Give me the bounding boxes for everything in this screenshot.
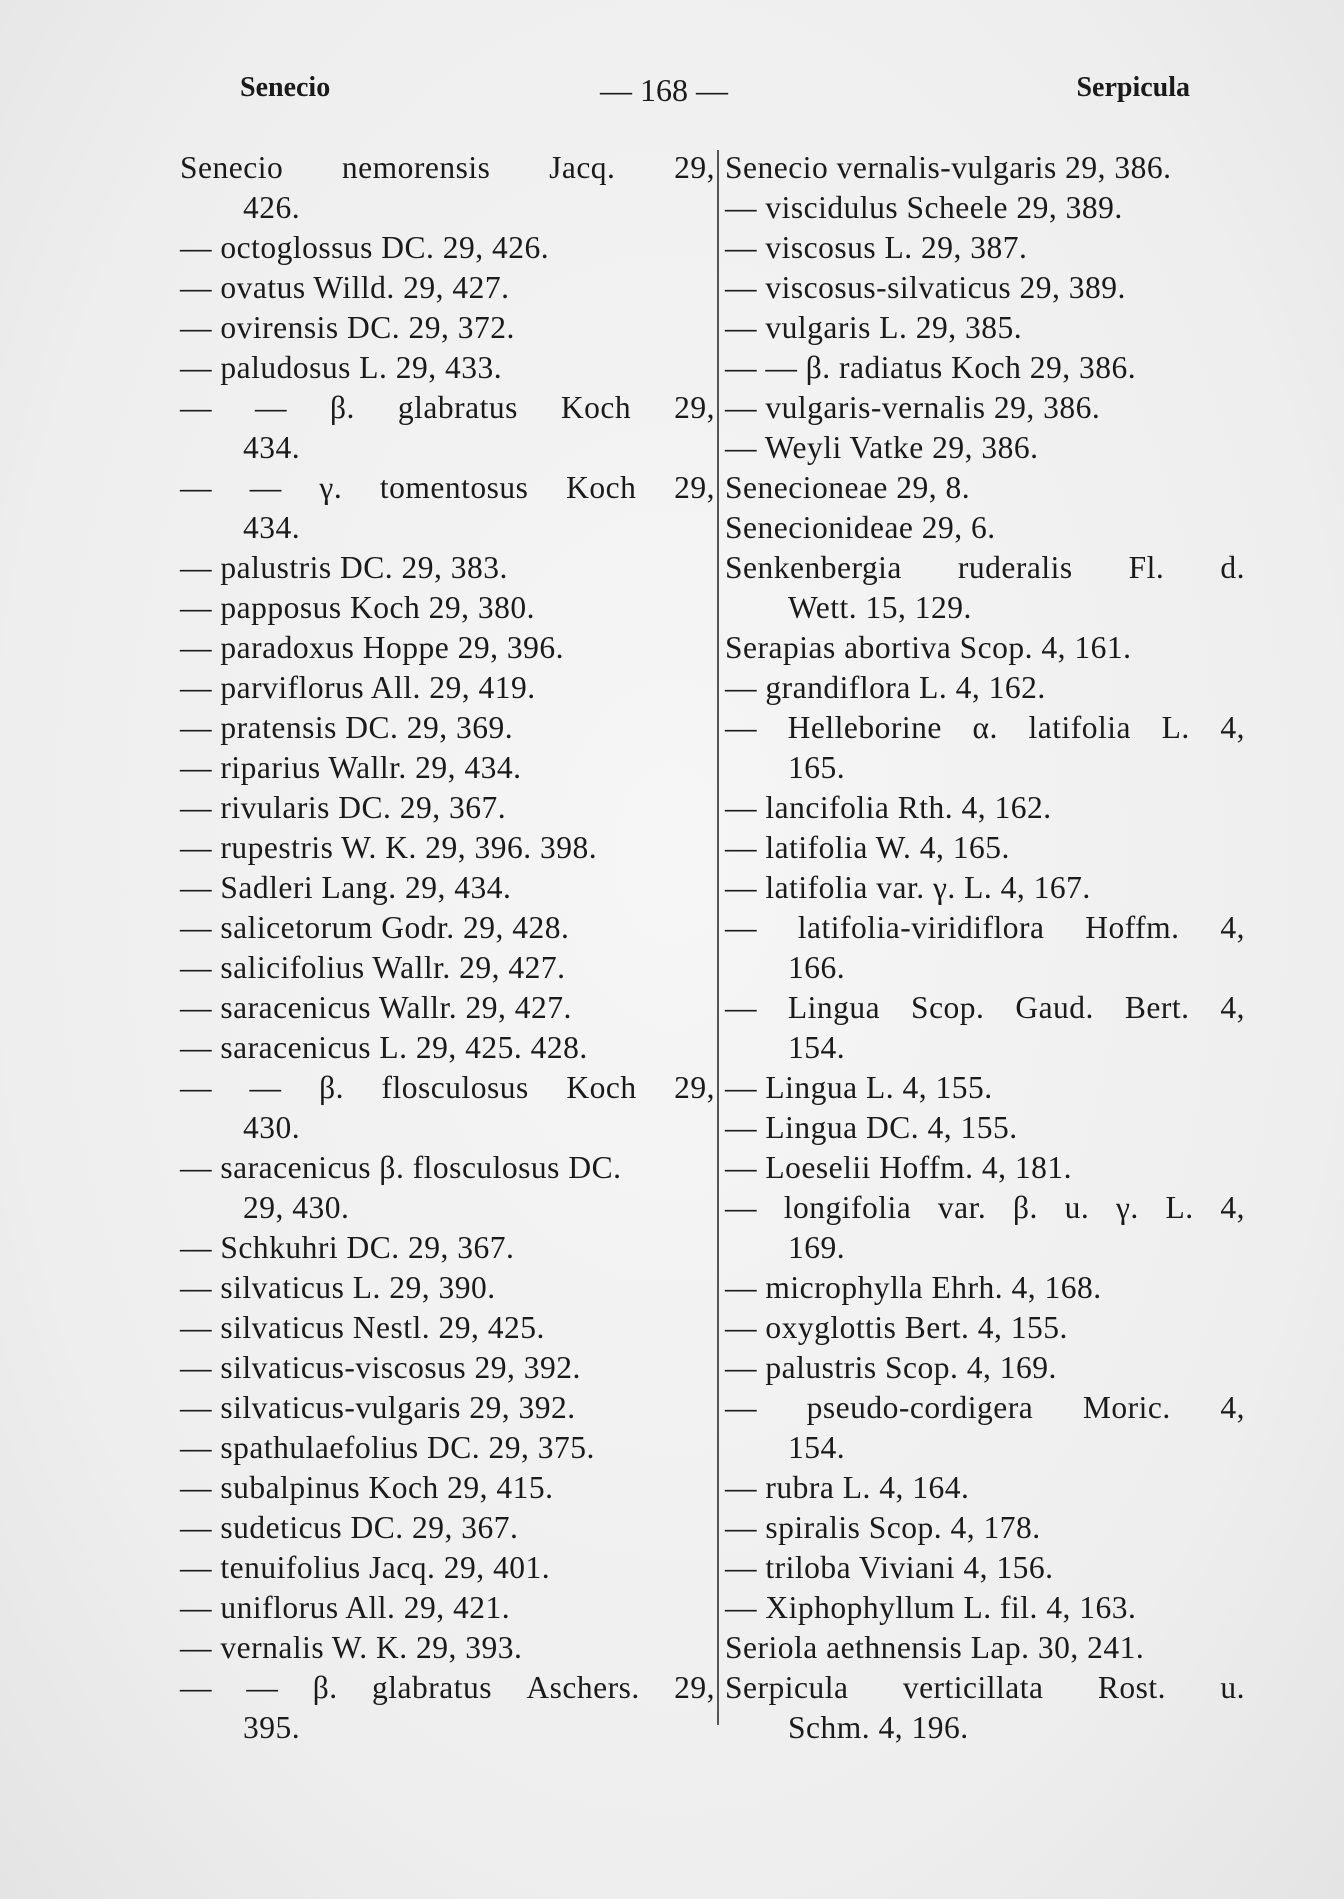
index-entry-line: — vernalis W. K. 29, 393. <box>180 1630 523 1665</box>
index-entry-line: — Lingua Scop. Gaud. Bert. 4, <box>725 990 1245 1025</box>
index-entry-line: — salicetorum Godr. 29, 428. <box>180 910 570 945</box>
index-entry-line: 29, 430. <box>243 1190 350 1225</box>
index-entry-line: 434. <box>243 510 301 545</box>
index-entry-line: — saracenicus β. flosculosus DC. <box>180 1150 622 1185</box>
index-entry-line: — viscidulus Scheele 29, 389. <box>725 190 1123 225</box>
header-right-keyword: Serpicula <box>1076 72 1190 103</box>
index-entry-line: — palustris Scop. 4, 169. <box>725 1350 1057 1385</box>
index-entry-line: — silvaticus-vulgaris 29, 392. <box>180 1390 576 1425</box>
column-divider <box>717 150 719 1725</box>
index-entry-line: — salicifolius Wallr. 29, 427. <box>180 950 566 985</box>
index-entry-line: — saracenicus L. 29, 425. 428. <box>180 1030 588 1065</box>
index-entry-line: — Xiphophyllum L. fil. 4, 163. <box>725 1590 1137 1625</box>
index-entry-line: — vulgaris L. 29, 385. <box>725 310 1023 345</box>
index-entry-line: — — β. glabratus Aschers. 29, <box>180 1670 715 1705</box>
index-entry-line: — rubra L. 4, 164. <box>725 1470 970 1505</box>
index-entry-line: — silvaticus-viscosus 29, 392. <box>180 1350 581 1385</box>
index-entry-line: — Schkuhri DC. 29, 367. <box>180 1230 515 1265</box>
index-entry-line: 154. <box>788 1030 846 1065</box>
index-entry-line: Senecio vernalis-vulgaris 29, 386. <box>725 150 1172 185</box>
index-entry-line: — papposus Koch 29, 380. <box>180 590 535 625</box>
index-entry-line: — octoglossus DC. 29, 426. <box>180 230 550 265</box>
index-entry-line: 154. <box>788 1430 846 1465</box>
index-entry-line: Senecioneae 29, 8. <box>725 470 971 505</box>
index-entry-line: — tenuifolius Jacq. 29, 401. <box>180 1550 551 1585</box>
index-entry-line: 430. <box>243 1110 301 1145</box>
index-column-right <box>725 148 1245 1748</box>
index-entry-line: — paludosus L. 29, 433. <box>180 350 503 385</box>
index-entry-line: — — β. glabratus Koch 29, <box>180 390 715 425</box>
index-entry-line: — Sadleri Lang. 29, 434. <box>180 870 512 905</box>
index-entry-line: Serapias abortiva Scop. 4, 161. <box>725 630 1132 665</box>
index-entry-line: — viscosus-silvaticus 29, 389. <box>725 270 1126 305</box>
index-entry-line: Serpicula verticillata Rost. u. <box>725 1670 1245 1705</box>
index-entry-line: — pratensis DC. 29, 369. <box>180 710 514 745</box>
index-entry-line: — saracenicus Wallr. 29, 427. <box>180 990 572 1025</box>
index-entry-line: — pseudo-cordigera Moric. 4, <box>725 1390 1245 1425</box>
index-entry-line: — silvaticus Nestl. 29, 425. <box>180 1310 545 1345</box>
index-column-left <box>180 148 715 1748</box>
index-entry-line: — latifolia var. γ. L. 4, 167. <box>725 870 1091 905</box>
index-entry-line: — Helleborine α. latifolia L. 4, <box>725 710 1245 745</box>
index-entry-line: — latifolia W. 4, 165. <box>725 830 1010 865</box>
index-entry-line: — subalpinus Koch 29, 415. <box>180 1470 554 1505</box>
index-entry-line: 395. <box>243 1710 301 1745</box>
index-entry-line: 166. <box>788 950 846 985</box>
index-entry-line: — latifolia-viridiflora Hoffm. 4, <box>725 910 1245 945</box>
index-entry-line: Senecio nemorensis Jacq. 29, <box>180 150 715 185</box>
index-entry-line: Schm. 4, 196. <box>788 1710 969 1745</box>
index-entry-line: — sudeticus DC. 29, 367. <box>180 1510 519 1545</box>
index-entry-line: — ovatus Willd. 29, 427. <box>180 270 510 305</box>
index-entry-line: Senkenbergia ruderalis Fl. d. <box>725 550 1245 585</box>
index-entry-line: — vulgaris-vernalis 29, 386. <box>725 390 1101 425</box>
index-entry-line: — spathulaefolius DC. 29, 375. <box>180 1430 595 1465</box>
index-entry-line: — Lingua DC. 4, 155. <box>725 1110 1018 1145</box>
index-entry-line: — paradoxus Hoppe 29, 396. <box>180 630 564 665</box>
index-entry-line: — rivularis DC. 29, 367. <box>180 790 507 825</box>
index-entry-line: — grandiflora L. 4, 162. <box>725 670 1046 705</box>
index-entry-line: — rupestris W. K. 29, 396. 398. <box>180 830 598 865</box>
index-entry-line: — — γ. tomentosus Koch 29, <box>180 470 715 505</box>
index-entry-line: 169. <box>788 1230 846 1265</box>
index-entry-line: — Lingua L. 4, 155. <box>725 1070 993 1105</box>
index-entry-line: — viscosus L. 29, 387. <box>725 230 1028 265</box>
index-entry-line: — silvaticus L. 29, 390. <box>180 1270 496 1305</box>
index-entry-line: — lancifolia Rth. 4, 162. <box>725 790 1052 825</box>
index-entry-line: — triloba Viviani 4, 156. <box>725 1550 1054 1585</box>
index-entry-line: — Loeselii Hoffm. 4, 181. <box>725 1150 1073 1185</box>
running-header <box>240 72 1190 112</box>
index-entry-line: — ovirensis DC. 29, 372. <box>180 310 515 345</box>
index-entry-line: 165. <box>788 750 846 785</box>
page-number: — 168 — <box>600 72 728 108</box>
index-entry-line: — — β. flosculosus Koch 29, <box>180 1070 715 1105</box>
header-left-keyword: Senecio <box>240 72 331 103</box>
index-entry-line: — uniflorus All. 29, 421. <box>180 1590 511 1625</box>
index-entry-line: — spiralis Scop. 4, 178. <box>725 1510 1041 1545</box>
index-entry-line: — riparius Wallr. 29, 434. <box>180 750 522 785</box>
index-entry-line: — oxyglottis Bert. 4, 155. <box>725 1310 1068 1345</box>
index-entry-line: — parviflorus All. 29, 419. <box>180 670 536 705</box>
index-entry-line: — Weyli Vatke 29, 386. <box>725 430 1039 465</box>
index-entry-line: Senecionideae 29, 6. <box>725 510 996 545</box>
index-entry-line: 434. <box>243 430 301 465</box>
index-entry-line: Seriola aethnensis Lap. 30, 241. <box>725 1630 1145 1665</box>
index-entry-line: — longifolia var. β. u. γ. L. 4, <box>725 1190 1245 1225</box>
index-entry-line: — palustris DC. 29, 383. <box>180 550 508 585</box>
index-entry-line: 426. <box>243 190 301 225</box>
index-entry-line: — — β. radiatus Koch 29, 386. <box>725 350 1137 385</box>
index-entry-line: — microphylla Ehrh. 4, 168. <box>725 1270 1102 1305</box>
index-entry-line: Wett. 15, 129. <box>788 590 972 625</box>
